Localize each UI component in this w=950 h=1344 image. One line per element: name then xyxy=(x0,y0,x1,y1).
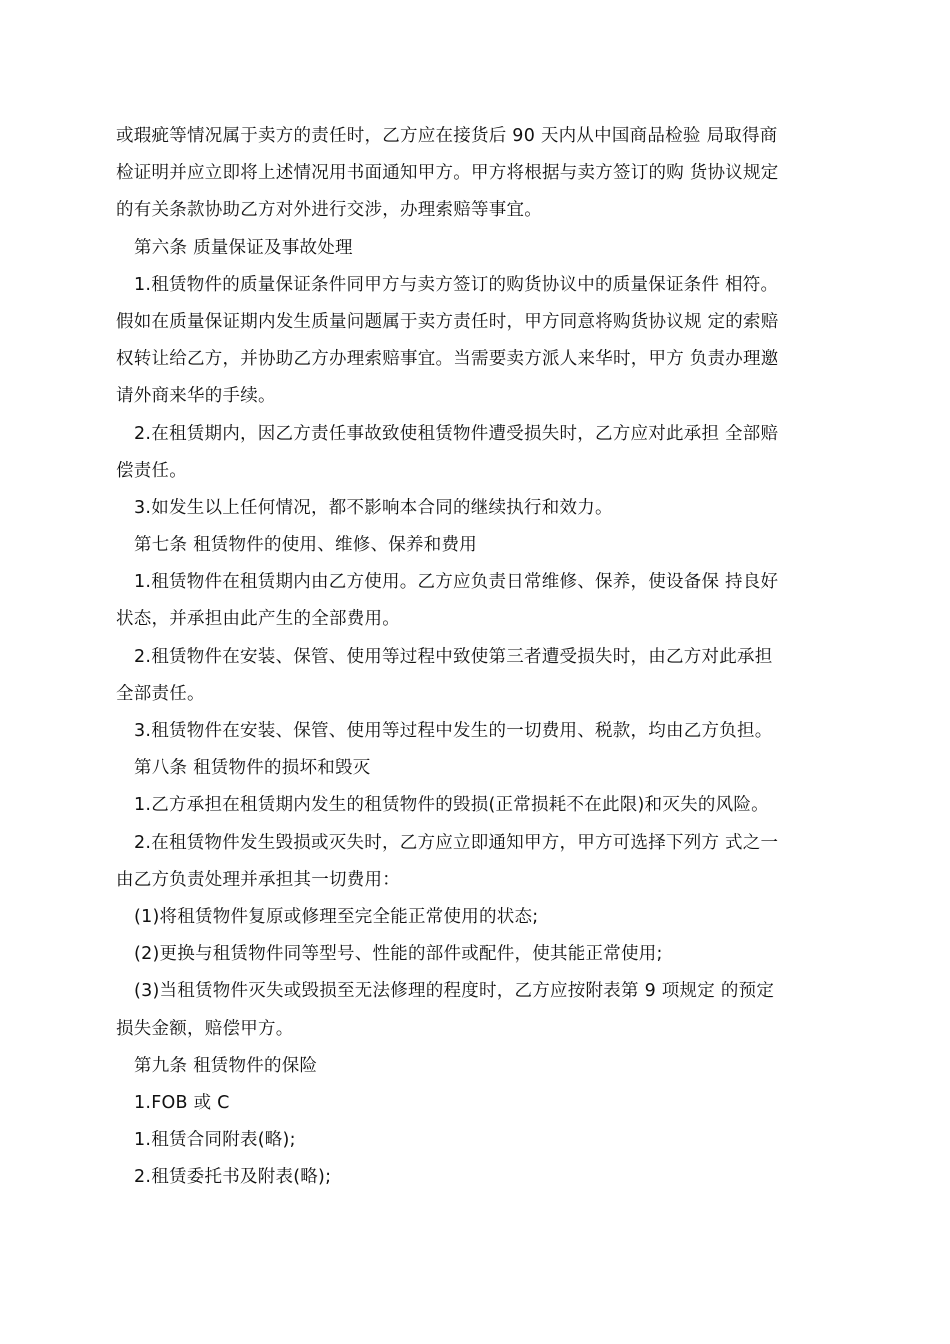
paragraph-line: 权转让给乙方，并协助乙方办理索赔事宜。当需要卖方派人来华时，甲方 负责办理邀 xyxy=(116,349,779,370)
paragraph-line-indented: 第七条 租赁物件的使用、维修、保养和费用 xyxy=(134,535,478,556)
paragraph-line: 状态，并承担由此产生的全部费用。 xyxy=(116,609,400,630)
paragraph-line: 假如在质量保证期内发生质量问题属于卖方责任时，甲方同意将购货协议规 定的索赔 xyxy=(116,311,779,332)
paragraph-line-indented: 第八条 租赁物件的损坏和毁灭 xyxy=(134,758,371,779)
paragraph-line-indented: 3.租赁物件在安装、保管、使用等过程中发生的一切费用、税款，均由乙方负担。 xyxy=(134,721,773,741)
paragraph-line-indented: 1.租赁合同附表(略); xyxy=(134,1130,296,1151)
paragraph-line: 损失金额，赔偿甲方。 xyxy=(116,1018,294,1039)
paragraph-line: 检证明并应立即将上述情况用书面通知甲方。甲方将根据与卖方签订的购 货协议规定 xyxy=(116,163,779,184)
paragraph-line: 或瑕疵等情况属于卖方的责任时，乙方应在接货后 90 天内从中国商品检验 局取得商 xyxy=(116,126,778,146)
paragraph-line-indented: 第九条 租赁物件的保险 xyxy=(134,1055,318,1076)
paragraph-line-indented: 第六条 质量保证及事故处理 xyxy=(134,237,353,258)
paragraph-line-indented: 3.如发生以上任何情况，都不影响本合同的继续执行和效力。 xyxy=(134,497,613,518)
paragraph-line-indented: (3)当租赁物件灭失或毁损至无法修理的程度时，乙方应按附表第 9 项规定 的预定 xyxy=(134,981,775,1002)
paragraph-line: 偿责任。 xyxy=(116,460,187,481)
paragraph-line: 的有关条款协助乙方对外进行交涉，办理索赔等事宜。 xyxy=(116,200,542,221)
paragraph-line-indented: 1.租赁物件的质量保证条件同甲方与卖方签订的购货协议中的质量保证条件 相符。 xyxy=(134,274,779,295)
paragraph-line-indented: 1.租赁物件在租赁期内由乙方使用。乙方应负责日常维修、保养，使设备保 持良好 xyxy=(134,572,779,593)
paragraph-line-indented: (2)更换与租赁物件同等型号、性能的部件或配件，使其能正常使用; xyxy=(134,944,663,965)
paragraph-line-indented: 2.在租赁物件发生毁损或灭失时，乙方应立即通知甲方，甲方可选择下列方 式之一 xyxy=(134,832,779,853)
paragraph-line: 请外商来华的手续。 xyxy=(116,386,276,407)
document-body xyxy=(116,118,838,1196)
paragraph-line: 由乙方负责处理并承担其一切费用： xyxy=(116,869,400,890)
paragraph-line-indented: 2.租赁物件在安装、保管、使用等过程中致使第三者遭受损失时，由乙方对此承担 xyxy=(134,646,773,667)
paragraph-line-indented: 2.在租赁期内，因乙方责任事故致使租赁物件遭受损失时，乙方应对此承担 全部赔 xyxy=(134,423,779,444)
paragraph-line-indented: 1.FOB 或 C xyxy=(134,1092,230,1113)
paragraph-line-indented: 2.租赁委托书及附表(略); xyxy=(134,1167,332,1188)
paragraph-line-indented: (1)将租赁物件复原或修理至完全能正常使用的状态; xyxy=(134,906,539,927)
paragraph-line-indented: 1.乙方承担在租赁期内发生的租赁物件的毁损(正常损耗不在此限)和灭失的风险。 xyxy=(134,795,769,816)
paragraph-line: 全部责任。 xyxy=(116,683,205,704)
